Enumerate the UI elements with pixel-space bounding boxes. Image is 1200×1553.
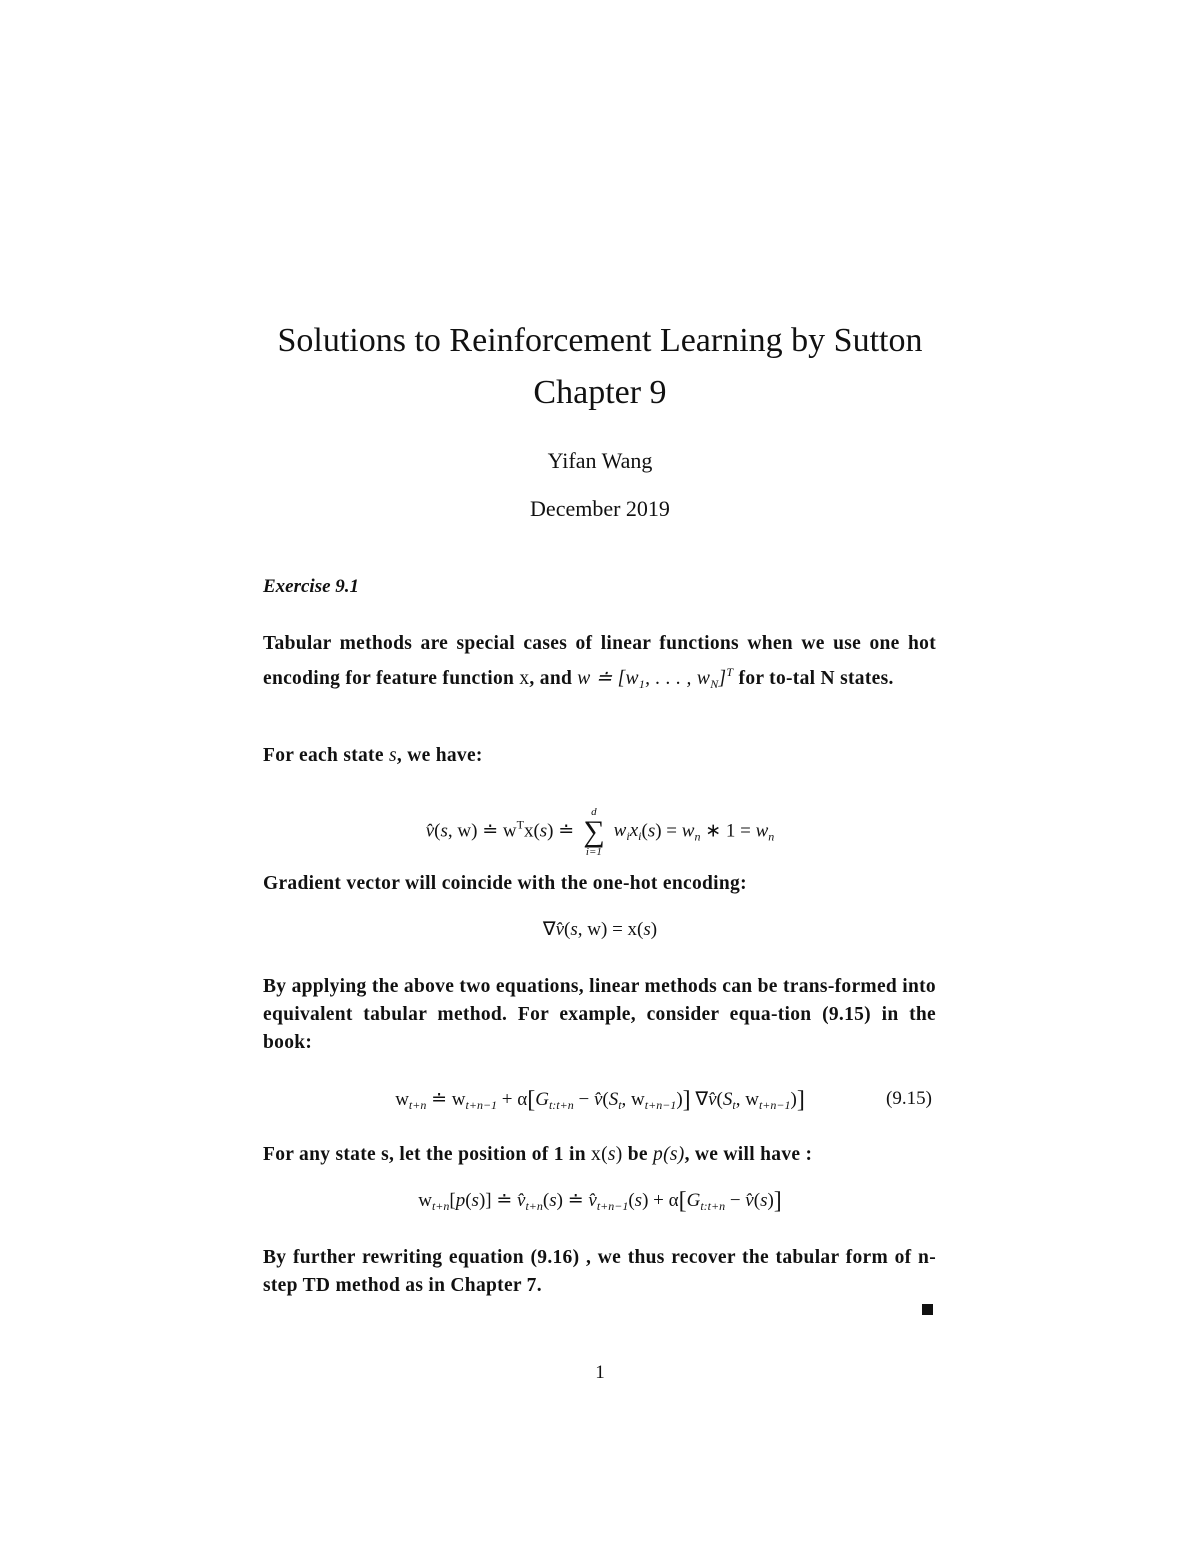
page-number: 1 [595,1362,605,1383]
author: Yifan Wang [547,448,653,473]
equation-tabular-update: $w_{t+n}[p(s)]$ ≐ $v̂_{t+n}(s)$ ≐ $v̂_{t+n-1}(s) + \alpha[G_{t:t+n}$ − v̂(s)] [418,1188,782,1214]
p1-text-a: Tabular methods are special cases of linear functions when we use one hot encoding for feature function [263,633,936,689]
p5-math-ps: p(s) [653,1144,685,1165]
equation-value-function: v̂(s, w) ≐ $w^Tx(s)$ ≐ d ∑ i=1 $w_ix_i(s) = w_n$ ∗ $1 = w_n$ [425,806,775,858]
paragraph-gradient: Gradient vector will coincide with the one-hot encoding: [263,873,747,894]
p1-math-w-def: w ≐ [$w_1$, . . . , $w_N]^T$ [577,665,734,691]
paragraph-any-state [263,1141,936,1169]
equation-number-9-15: (9.15) [886,1088,932,1109]
sum-upper-limit: d [591,806,597,818]
p2-text-b: , we have: [396,745,483,766]
summation-symbol: d ∑ i=1 [579,806,609,858]
p1-math-x: x [519,668,530,689]
qed-square-icon [922,1304,933,1315]
title-line-2: Chapter 9 [533,374,667,411]
p1-text-c: for to-tal N states. [733,668,894,689]
exercise-heading: Exercise 9.1 [263,576,360,597]
paragraph-tabular-methods [263,630,936,698]
equation-9-15: $w_{t+n}$ ≐ $w_{t+n-1} + \alpha[G_{t:t+n}$ − $v̂(S_t$, $w_{t+n-1}$)] $\nabla v̂(S_t$, $w_{t+n-1}$)] [395,1087,805,1113]
p2-text-a: For each state [263,745,389,766]
title-line-1: Solutions to Reinforcement Learning by Sutton [277,322,923,359]
sum-lower-limit: i=1 [585,846,602,858]
p5-text-c: , we will have : [684,1144,813,1165]
paragraph-further-rewriting: By further rewriting equation (9.16) , we thus recover the tabular form of n-step TD method as in Chapter 7. [263,1247,936,1296]
paragraph-each-state [263,742,936,770]
p5-text-a: For any state s, let the position of 1 in [263,1144,592,1165]
p5-math-xs: x(s) [591,1144,623,1165]
paragraph-applying: By applying the above two equations, linear methods can be trans-formed into equivalent tabular method. For example, consider equa-tion (9.15) in the book: [263,976,936,1053]
date: December 2019 [530,496,670,521]
p1-text-b: , and [529,668,578,689]
equation-gradient: ∇v̂(s, w) = x(s) [542,919,658,940]
p5-text-b: be [622,1144,654,1165]
p2-math-s: s [388,745,397,766]
